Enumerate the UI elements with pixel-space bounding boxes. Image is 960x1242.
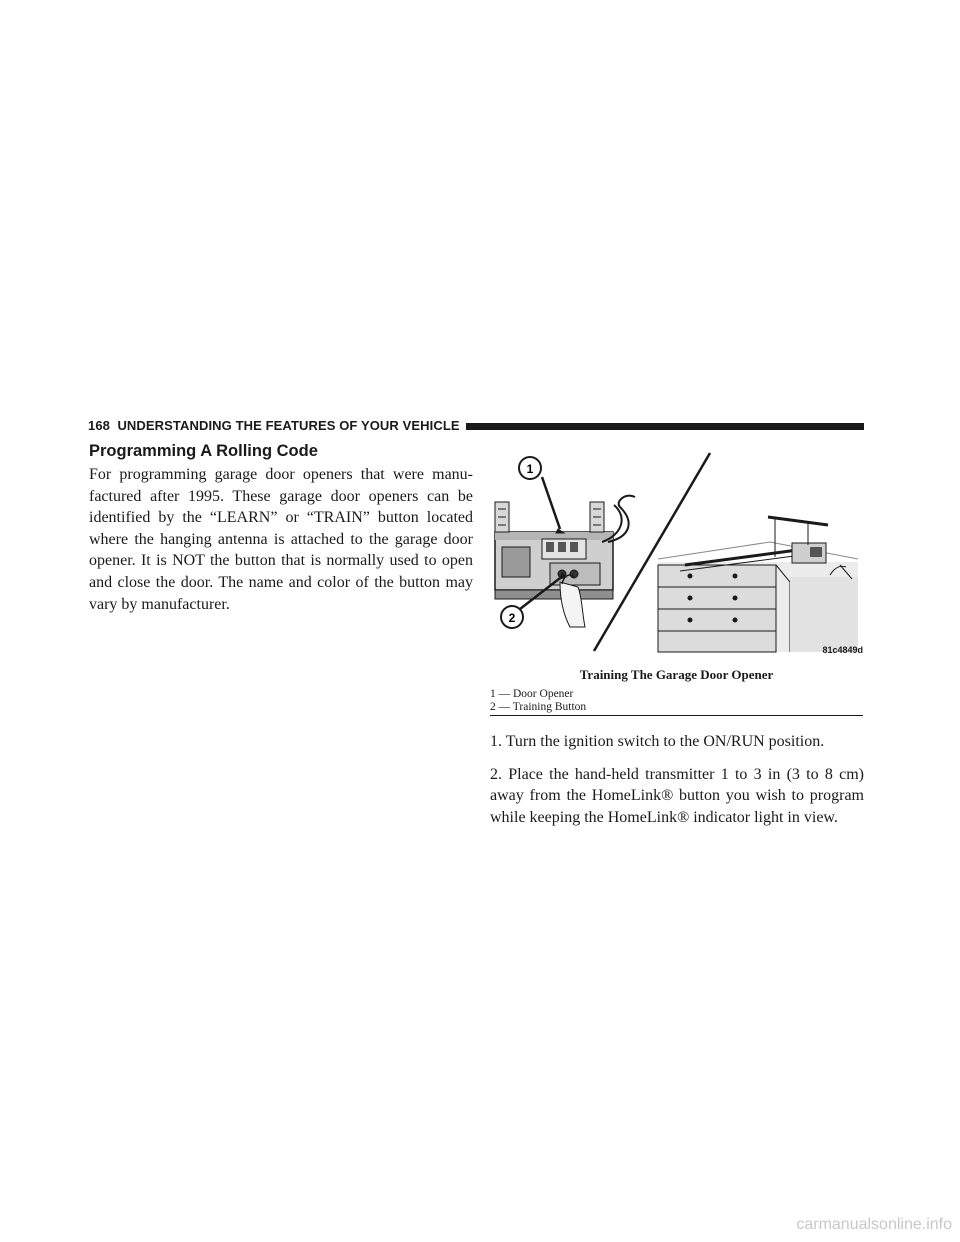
running-title: UNDERSTANDING THE FEATURES OF YOUR VEHICLE <box>117 418 460 433</box>
intro-paragraph: For programming garage door openers that were manu-factured after 1995. These garage door openers can be identified by the “LEARN” or “TRAIN” button located where the hanging antenna is attached to the garage door opener. It is NOT the button that is normally used to open and close the door. The name and color of the button may vary by manufacturer. <box>89 466 473 613</box>
callout-2 <box>501 606 523 628</box>
watermark: carmanualsonline.info <box>796 1216 952 1233</box>
figure-caption: Training The Garage Door Opener <box>579 667 774 682</box>
legend-item-training-button: 2 — Training Button <box>490 700 587 713</box>
figure-legend <box>490 688 863 716</box>
callout-1-label: 1 <box>526 462 534 476</box>
header-rule <box>466 423 864 430</box>
step-2: 2. Place the hand-held transmitter 1 to 3 in (3 to 8 cm) away from the HomeLink® button you wish to program while keeping the HomeLink® indicator light in view. <box>490 765 864 826</box>
page-number: 168 <box>88 418 110 433</box>
callout-1 <box>519 457 541 479</box>
figure-illustration <box>490 447 863 659</box>
step-1: 1. Turn the ignition switch to the ON/RUN position. <box>490 733 825 750</box>
opener-closeup <box>495 477 635 627</box>
running-header <box>88 418 864 436</box>
legend-item-door-opener: 1 — Door Opener <box>490 688 574 700</box>
figure-code: 81c4849d <box>822 645 863 655</box>
steps-list <box>490 731 864 839</box>
callout-2-label: 2 <box>508 611 516 625</box>
garage-interior <box>658 517 858 652</box>
header-text <box>88 418 460 434</box>
section-title: Programming A Rolling Code <box>89 442 318 460</box>
garage-door-opener-illustration <box>490 447 863 659</box>
